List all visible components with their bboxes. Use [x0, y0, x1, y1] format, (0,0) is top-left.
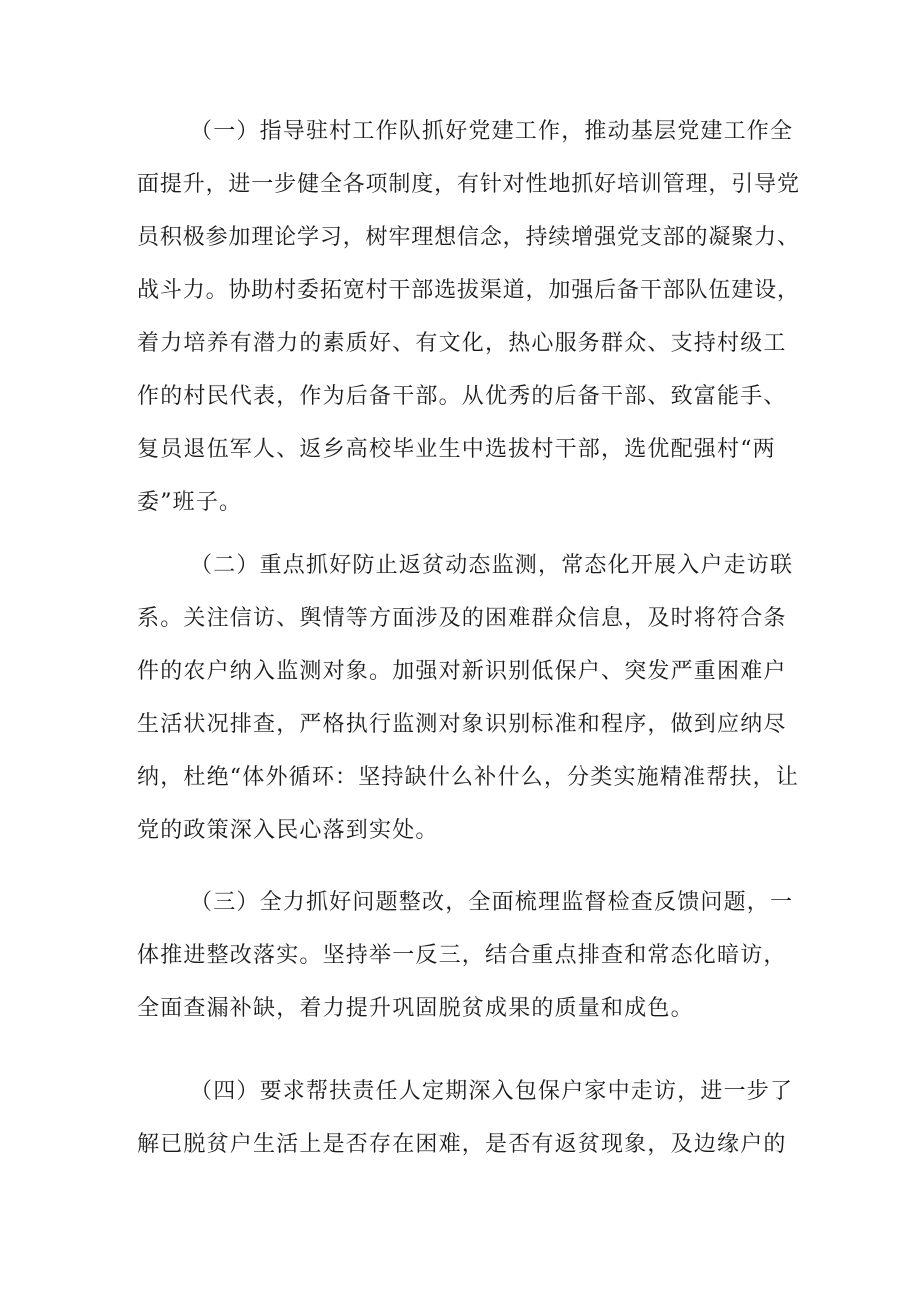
paragraph-line: 体推进整改落实。坚持举一反三，结合重点排查和常态化暗访， — [137, 943, 787, 968]
paragraph-line: 系。关注信访、舆情等方面涉及的困难群众信息，及时将符合条 — [137, 606, 787, 631]
paragraph-line: 解已脱贫户生活上是否存在困难，是否有返贫现象，及边缘户的 — [137, 1132, 787, 1157]
paragraph-line: 作的村民代表，作为后备干部。从优秀的后备干部、致富能手、 — [137, 384, 787, 409]
paragraph-line: （一）指导驻村工作队抓好党建工作，推动基层党建工作全 — [190, 119, 794, 144]
paragraph-line: 生活状况排查，严格执行监测对象识别标准和程序，做到应纳尽 — [137, 712, 787, 737]
paragraph-line: 纳，杜绝“体外循环：坚持缺什么补什么，分类实施精准帮扶，让 — [137, 765, 800, 790]
paragraph-line: 件的农户纳入监测对象。加强对新识别低保户、突发严重困难户 — [137, 659, 787, 684]
paragraph-line: 党的政策深入民心落到实处。 — [137, 818, 439, 843]
paragraph-line: 委”班子。 — [137, 490, 243, 515]
paragraph-line: 战斗力。协助村委拓宽村干部选拔渠道，加强后备干部队伍建设， — [137, 278, 800, 303]
paragraph-line: （二）重点抓好防止返贫动态监测，常态化开展入户走访联 — [190, 553, 794, 578]
paragraph-line: 员积极参加理论学习，树牢理想信念，持续增强党支部的凝聚力、 — [137, 225, 800, 250]
paragraph-line: （三）全力抓好问题整改，全面梳理监督检查反馈问题，一 — [190, 890, 794, 915]
paragraph-line: 复员退伍军人、返乡高校毕业生中选拔村干部，选优配强村“两 — [137, 437, 776, 462]
paragraph-line: 面提升，进一步健全各项制度，有针对性地抓好培训管理，引导党 — [137, 172, 800, 197]
paragraph-line: （四）要求帮扶责任人定期深入包保户家中走访，进一步了 — [190, 1079, 794, 1104]
paragraph-line: 全面查漏补缺，着力提升巩固脱贫成果的质量和成色。 — [137, 996, 694, 1021]
paragraph-line: 着力培养有潜力的素质好、有文化，热心服务群众、支持村级工 — [137, 331, 787, 356]
